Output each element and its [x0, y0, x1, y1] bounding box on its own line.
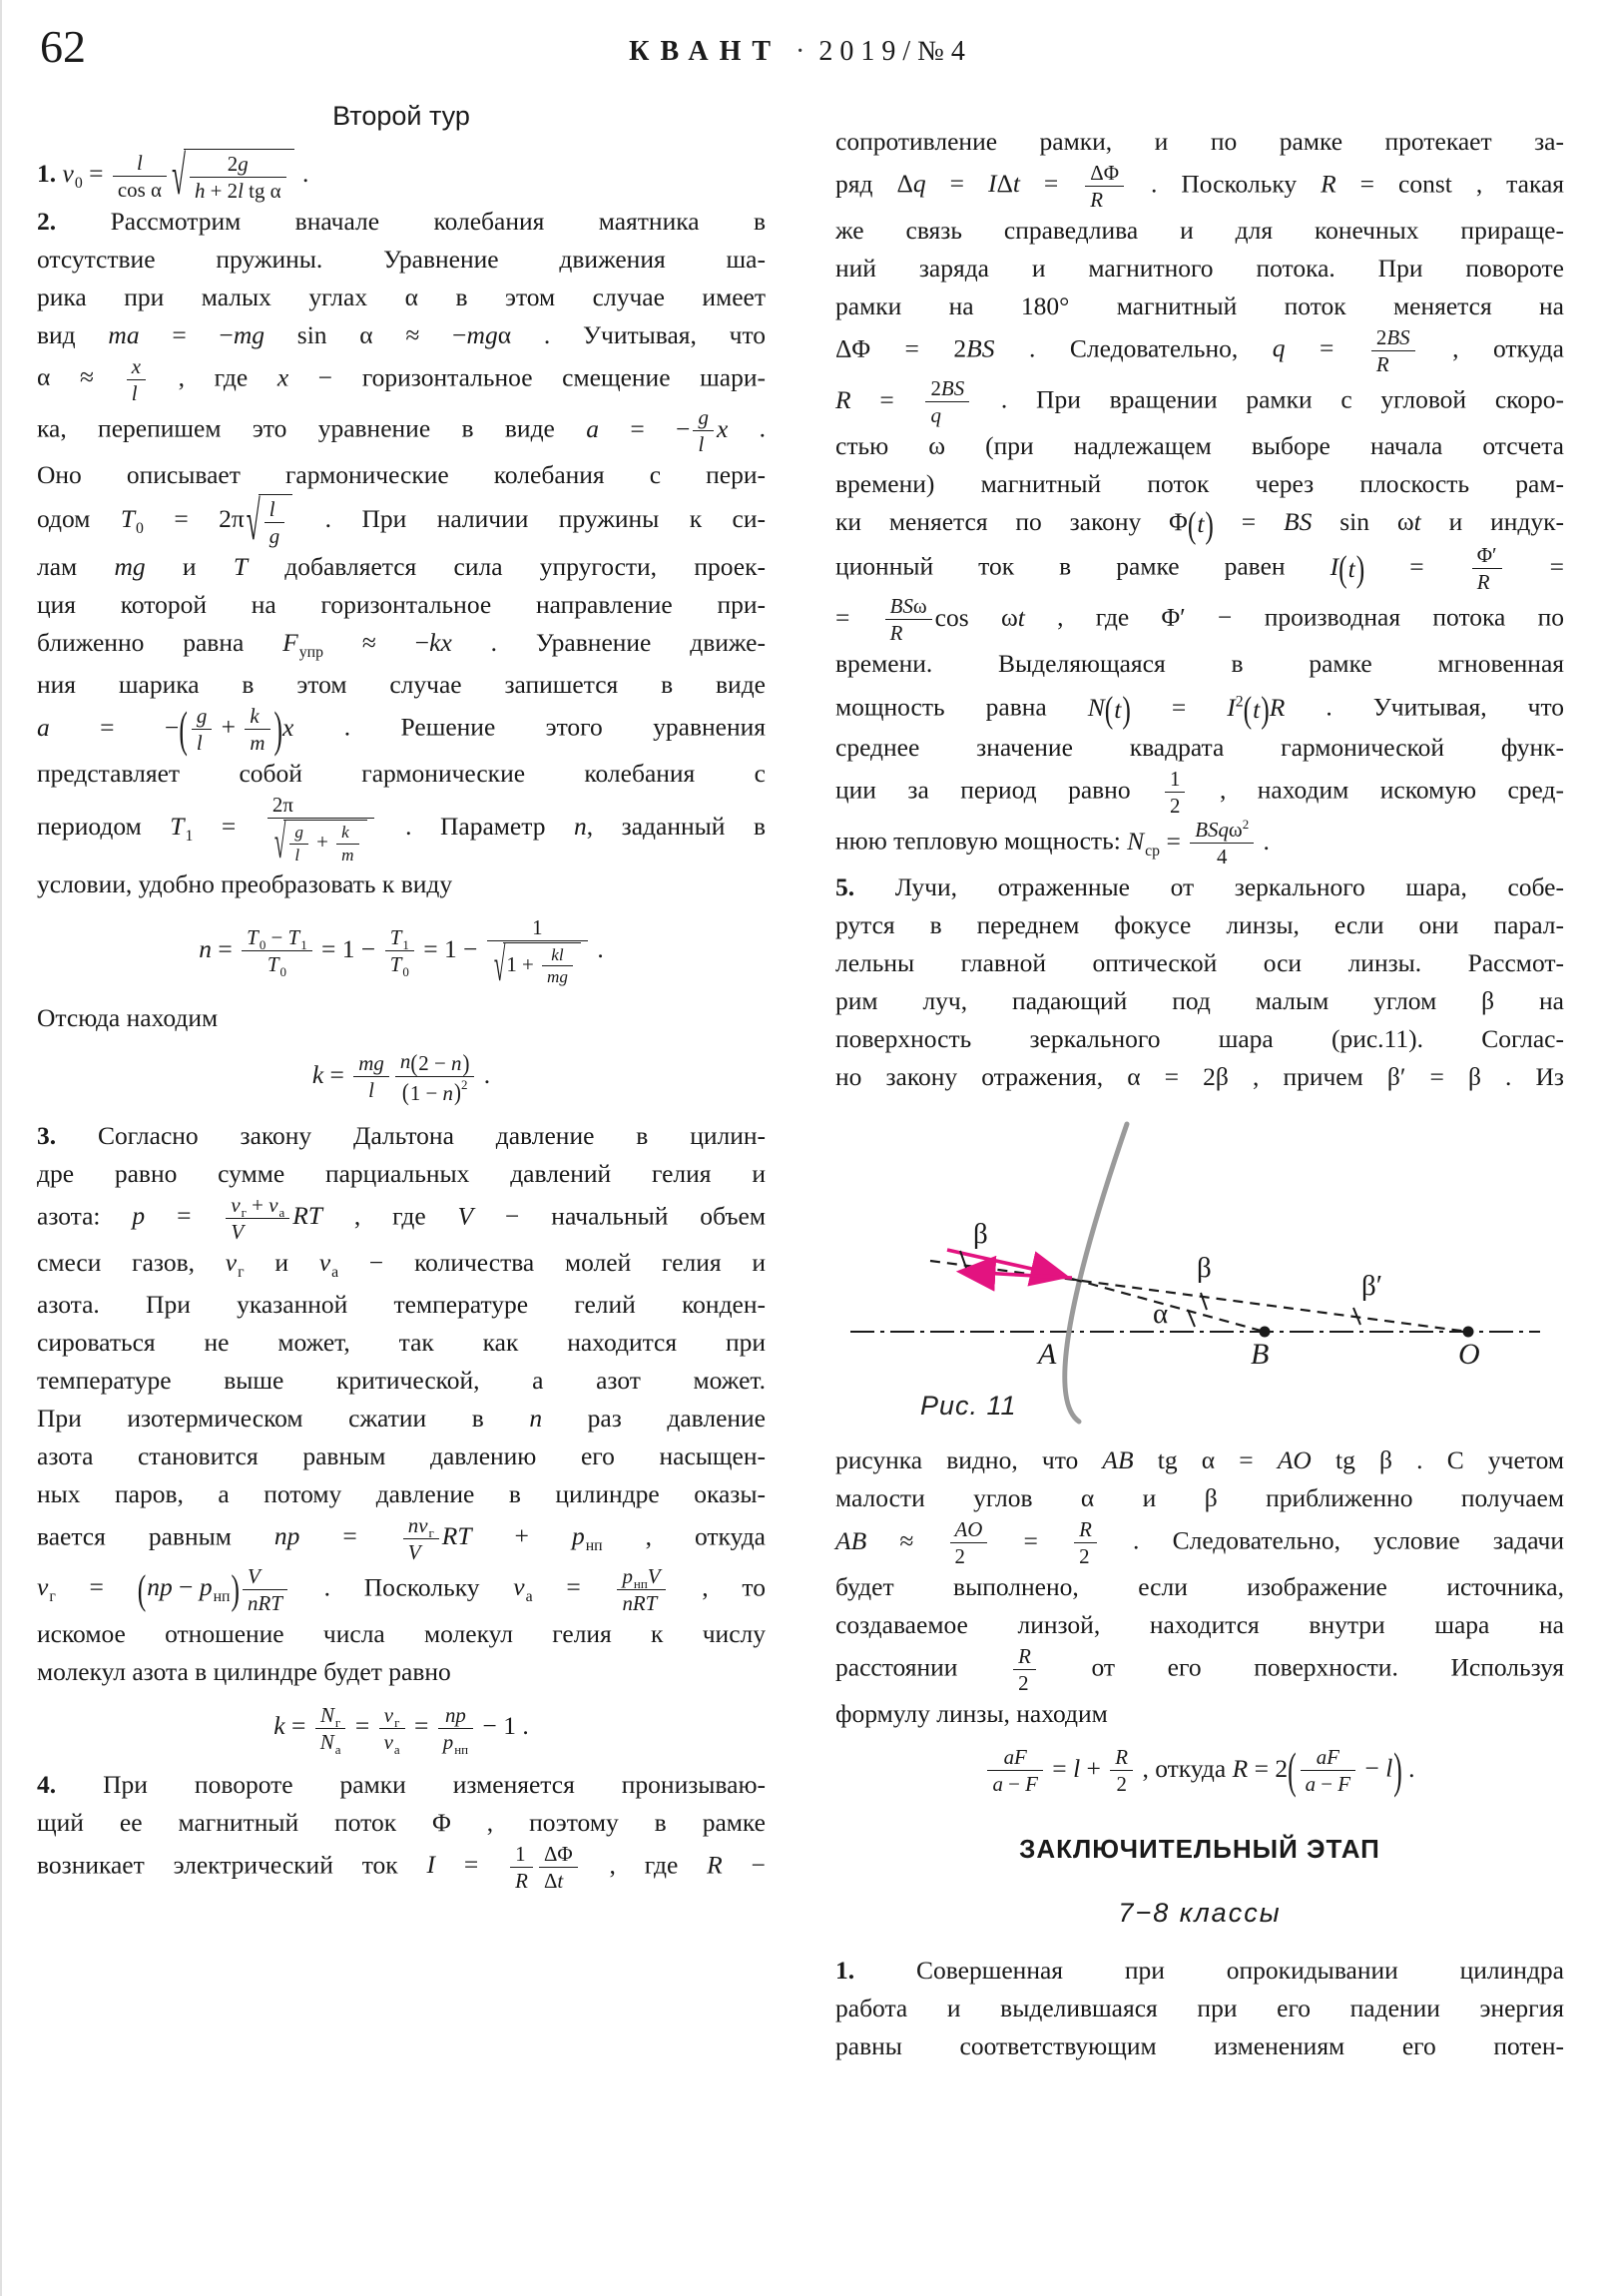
text-line: будет выполнено, если изображение источника, — [835, 1572, 1564, 1602]
text-line: ближенно равна $F_{упр} \approx -kx$ . Уравнение движе- — [37, 628, 766, 662]
display-formula: $\frac{aF}{a - F}$ = l + $\frac{R}{2}$ , откуда R = 2 ( $\frac{aF}{a - F}$ − l ) . — [835, 1745, 1564, 1796]
display-formula: k = $\frac{mg}{l}$ n ( 2 − n ) ( 1 − n ) $^2$ . — [311, 1049, 491, 1106]
point-o-label: O — [1458, 1338, 1480, 1372]
beta-prime-label: β′ — [1361, 1270, 1383, 1303]
journal-title: КВАНТ — [629, 36, 783, 67]
text-line: AB ≈ $\frac{AO}{2}$ = $\frac{R}{2}$ . Следовательно, условие задачи — [835, 1517, 1564, 1569]
text-line: ки меняется по закону Φ ( t ) = BS sin ωt и индук- — [835, 502, 1564, 546]
text-line: ции за период равно $\frac{1}{2}$ , находим искомую сред- — [835, 767, 1564, 819]
figure-11-ray-diagram — [835, 1104, 1574, 1437]
display-formula: k = $\frac{N_г}{N_а}$ = $\frac{\nu_г}{\nu_а}$ = $\frac{np}{p_{нп}}$ − 1 . — [273, 1702, 529, 1757]
text-line: возникает электрический ток I = $\frac{1}{R}$ $\frac{\Delta\Phi}{\Delta t}$ , где R − — [37, 1841, 767, 1893]
right-column — [835, 95, 1564, 2065]
text-line: создаваемое линзой, находится внутри шара на — [835, 1610, 1564, 1640]
text-line: 4. При повороте рамки изменяется пронизываю- — [37, 1769, 766, 1799]
text-line: смеси газов, $\nu_г$ и $\nu_а$ − количества молей гелия и — [37, 1247, 766, 1281]
text-line: искомое отношение числа молекул гелия к числу — [37, 1618, 766, 1648]
point-o-dot — [1463, 1327, 1474, 1338]
text-line: отсутствие пружины. Уравнение движения ша- — [37, 245, 766, 275]
beta-mid-label: β — [1197, 1252, 1212, 1285]
text-line: R = $\frac{2BS}{q}$ . При вращении рамки с угловой скоро- — [835, 376, 1564, 428]
text-line: 5. Лучи, отраженные от зеркального шара, собе- — [835, 872, 1564, 902]
text-line: условии, удобно преобразовать к виду — [37, 868, 453, 898]
text-line: ния шарика в этом случае запишется в виде — [37, 670, 766, 700]
text-line: ция которой на горизонтальное направление при- — [37, 590, 766, 620]
text-line: одом $T_0 = 2\pi$ √ $\frac{l}{g}$ . При наличии пружины к си- — [37, 489, 767, 553]
point-a-label: A — [1038, 1338, 1057, 1372]
text-line: периодом $T_1$ = 2π √ $\frac{g}{l}$ + $\frac{k}{m}$ . Параметр n, заданный в — [37, 793, 766, 869]
text-line: времени) магнитный поток через плоскость рам- — [835, 469, 1564, 499]
text-line: вид ma = −mg sin α ≈ −mgα . Учитывая, что — [37, 320, 767, 350]
reflected-extension-dashed — [1072, 1279, 1265, 1332]
mirror-arc — [1065, 1124, 1127, 1422]
point-b-label: B — [1251, 1338, 1270, 1372]
stage-heading: ЗАКЛЮЧИТЕЛЬНЫЙ ЭТАП — [1019, 1834, 1380, 1865]
text-line: времени. Выделяющаяся в рамке мгновенная — [835, 649, 1564, 679]
text-line: 2. Рассмотрим вначале колебания маятника в — [37, 207, 767, 237]
page-number: 62 — [40, 21, 86, 72]
text-line: температуре выше критической, а азот может. — [37, 1365, 766, 1395]
beta-mid-tick — [1201, 1293, 1207, 1310]
text-line: рамки на 180° магнитный поток меняется на — [835, 291, 1564, 321]
text-line: рика при малых углах α в этом случае имеет — [37, 283, 766, 312]
text-line: же связь справедлива и для конечных прираще- — [835, 216, 1564, 246]
text-line: равны соответствующим изменениям его потен- — [835, 2031, 1564, 2061]
text-line: a = − ( $\frac{g}{l}$ + $\frac{k}{m}$ ) x . Решение этого уравнения — [37, 700, 766, 758]
header-separator: · — [796, 36, 805, 67]
text-line: рутся в переднем фокусе линзы, если они парал- — [835, 910, 1564, 940]
text-line: Отсюда находим — [37, 1003, 219, 1033]
text-line: азота: p = $\frac{\nu_г + \nu_а}{V}$ RT , где V − начальный объем — [37, 1192, 767, 1244]
journal-issue: 2019/№4 — [818, 36, 972, 67]
text-line: ка, перепишем это уравнение в виде a = − $\frac{g}{l}$ x . — [37, 405, 767, 457]
text-line: Оно описывает гармонические колебания с пери- — [37, 460, 766, 490]
text-line: представляет собой гармонические колебания с — [37, 759, 766, 789]
text-line: нюю тепловую мощность: $N_{ср}$ = $\frac{BSq\omega^2}{4}$ . — [835, 817, 1270, 869]
point-b-dot — [1260, 1327, 1271, 1338]
text-line: α ≈ $\frac{x}{l}$ , где x − горизонтальное смещение шари- — [37, 354, 767, 406]
text-line: формулу линзы, находим — [835, 1699, 1108, 1729]
text-line: $\nu_г$ = ( np − $p_{нп}$ ) $\frac{V}{\text{nRT}}$ . Поскольку $\nu_а$ = $\frac{p_{нп}V}{\text{nRT}}$ , то — [37, 1563, 766, 1615]
display-formula: n = $\frac{T_0 - T_1}{T_0}$ = 1 − $\frac{T_1}{T_0}$ = 1 − 1 √ 1 + $\frac{kl}{mg}$ . — [199, 914, 604, 992]
text-line: лельны главной оптической оси линзы. Рассмот- — [835, 948, 1564, 978]
text-line: поверхность зеркального шара (рис.11). Соглас- — [835, 1024, 1564, 1054]
text-line: 3. Согласно закону Дальтона давление в цилин- — [37, 1120, 766, 1150]
text-line: вается равным np = $\frac{n\nu_г}{V}$ RT + $p_{нп}$ , откуда — [37, 1512, 766, 1564]
text-line: ных паров, а потому давление в цилиндре оказы- — [37, 1478, 766, 1508]
figure-caption: Рис. 11 — [920, 1391, 1017, 1422]
text-line: расстоянии $\frac{R}{2}$ от его поверхности. Используя — [835, 1644, 1564, 1696]
text-line: азота. При указанной температуре гелий конден- — [37, 1289, 766, 1319]
text-line: 1. Совершенная при опрокидывании цилиндра — [835, 1956, 1564, 1986]
round-heading: Второй тур — [332, 101, 470, 131]
text-line: малости углов α и β приближенно получаем — [835, 1483, 1564, 1513]
text-line: рисунка видно, что AB tg α = AO tg β . С учетом — [835, 1445, 1564, 1475]
text-line: ΔΦ = 2BS . Следовательно, q = $\frac{2BS}{R}$ , откуда — [835, 325, 1564, 377]
text-line: молекул азота в цилиндре будет равно — [37, 1656, 451, 1686]
text-line: лам mg и T добавляется сила упругости, проек- — [37, 552, 766, 582]
text-line: мощность равна N ( t ) = $I^2$ ( t ) R . Учитывая, что — [835, 688, 1565, 731]
text-line: работа и выделившаяся при его падении энергия — [835, 1994, 1564, 2023]
journal-header — [2, 36, 1597, 68]
text-line: сироваться не может, так как находится при — [37, 1327, 766, 1357]
left-column — [37, 95, 766, 1893]
text-line: азота становится равным давлению его насыщен- — [37, 1440, 766, 1470]
text-line: ционный ток в рамке равен I ( t ) = $\frac{\Phi'}{R}$ = — [835, 543, 1564, 595]
text-line: рим луч, падающий под малым углом β на — [835, 986, 1564, 1016]
text-line: ряд Δq = IΔt = $\frac{\Delta\Phi}{R}$ . Поскольку R = const , такая — [835, 161, 1564, 213]
text-line: При изотермическом сжатии в n раз давление — [37, 1403, 766, 1433]
text-line: ний заряда и магнитного потока. При повороте — [835, 254, 1564, 284]
text-line: стью ω (при надлежащем выборе начала отсчета — [835, 431, 1564, 461]
text-line: среднее значение квадрата гармонической функ- — [835, 733, 1564, 763]
beta-left-label: β — [973, 1218, 988, 1251]
text-line: дре равно сумме парциальных давлений гелия и — [37, 1158, 766, 1188]
alpha-label: α — [1153, 1298, 1169, 1331]
grade-subheading: 7−8 классы — [1118, 1898, 1282, 1929]
text-line: щий ее магнитный поток Φ , поэтому в рамке — [37, 1807, 766, 1837]
text-line: = $\frac{\text{BSω}}{R}$ cos ωt , где Φ′ − производная потока по — [835, 594, 1564, 646]
text-line: но закону отражения, α = 2β , причем β′ = β . Из — [835, 1062, 1564, 1092]
text-line: 1. $v_0$ = $\frac{l}{\text{cos α}}$ √ $\frac{2g}{\text{h + 2l tg α}}$ . — [37, 144, 309, 208]
text-line: сопротивление рамки, и по рамке протекает за- — [835, 127, 1564, 156]
